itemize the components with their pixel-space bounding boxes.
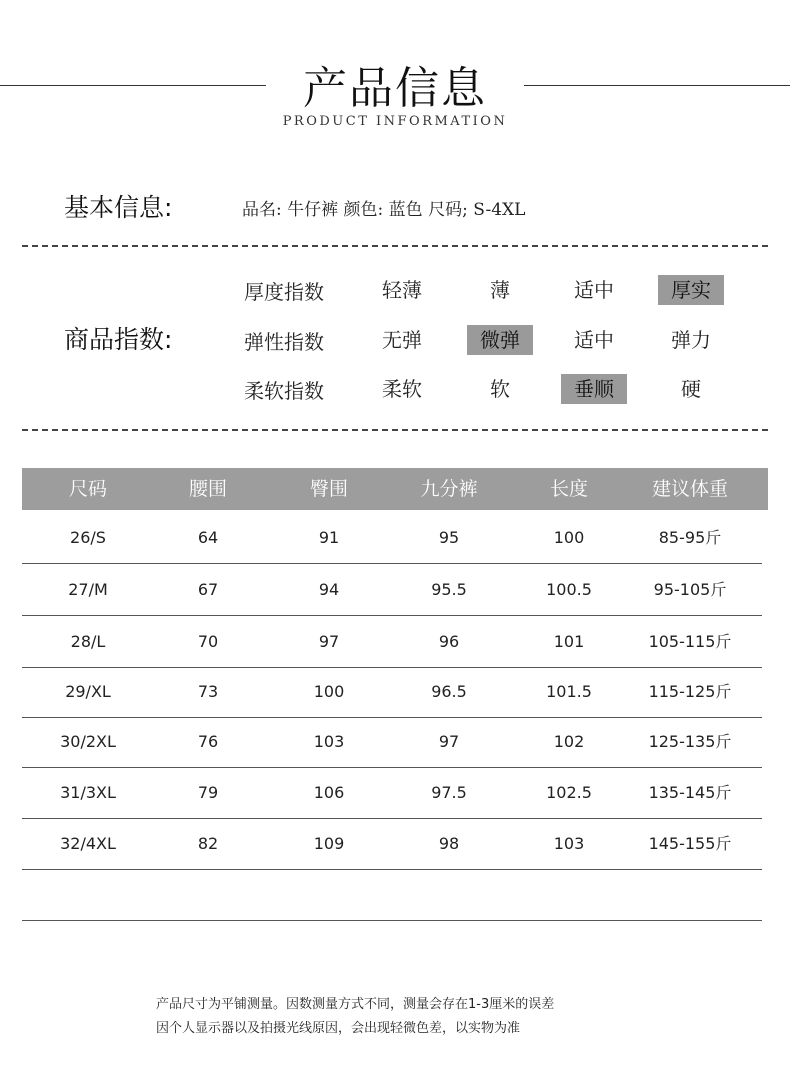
cell-weight: 95-105斤 [653, 580, 727, 599]
index-option: 轻薄 [382, 278, 422, 302]
dashed-divider-top [22, 245, 768, 247]
cell-weight: 125-135斤 [648, 732, 732, 751]
index-option: 弹力 [671, 328, 711, 352]
index-name: 厚度指数 [244, 280, 324, 304]
column-header-waist: 腰围 [188, 478, 227, 500]
index-option: 无弹 [382, 328, 422, 352]
cell-waist: 82 [197, 834, 219, 853]
cell-size: 30/2XL [60, 732, 116, 751]
cell-size: 32/4XL [60, 834, 116, 853]
cell-hip: 94 [318, 580, 340, 599]
index-option: 软 [490, 377, 510, 401]
cell-hip: 100 [313, 682, 345, 701]
cell-hip: 109 [313, 834, 345, 853]
cell-cropped-length: 95 [438, 528, 460, 547]
cell-length: 102 [553, 732, 585, 751]
index-option: 适中 [574, 328, 614, 352]
column-header-hip: 臀围 [309, 478, 348, 500]
table-row-empty [22, 869, 762, 921]
index-option-selected: 厚实 [658, 275, 724, 305]
cell-waist: 70 [197, 632, 219, 651]
footer-note-color: 因个人显示器以及拍摄光线原因，会出现轻微色差，以实物为准 [156, 1021, 521, 1036]
cell-size: 29/XL [65, 682, 111, 701]
table-row [22, 512, 762, 564]
cell-weight: 135-145斤 [648, 783, 732, 802]
index-option: 薄 [490, 278, 510, 302]
index-option-selected: 微弹 [467, 325, 533, 355]
table-row [22, 818, 762, 870]
table-row [22, 616, 762, 668]
cell-waist: 73 [197, 682, 219, 701]
cell-weight: 115-125斤 [648, 682, 732, 701]
cell-size: 26/S [70, 528, 106, 547]
table-row [22, 716, 762, 768]
cell-size: 28/L [70, 632, 106, 651]
page-title: 产品信息 [303, 63, 487, 114]
cell-waist: 76 [197, 732, 219, 751]
index-option: 柔软 [382, 377, 422, 401]
index-option: 硬 [681, 377, 701, 401]
product-index-label: 商品指数: [64, 325, 173, 354]
cell-size: 27/M [68, 580, 108, 599]
table-row [22, 666, 762, 718]
cell-cropped-length: 96 [438, 632, 460, 651]
cell-hip: 106 [313, 783, 345, 802]
cell-length: 101.5 [546, 682, 592, 701]
table-row [22, 564, 762, 616]
table-row [22, 767, 762, 819]
cell-length: 100 [553, 528, 585, 547]
cell-waist: 79 [197, 783, 219, 802]
index-name: 弹性指数 [244, 330, 324, 354]
column-header-size: 尺码 [68, 478, 107, 500]
cell-waist: 67 [197, 580, 219, 599]
dashed-divider-bottom [22, 429, 768, 431]
index-option: 适中 [574, 278, 614, 302]
cell-weight: 145-155斤 [648, 834, 732, 853]
cell-length: 100.5 [546, 580, 592, 599]
index-name: 柔软指数 [244, 379, 324, 403]
cell-hip: 97 [318, 632, 340, 651]
cell-size: 31/3XL [60, 783, 116, 802]
cell-length: 102.5 [546, 783, 592, 802]
cell-waist: 64 [197, 528, 219, 547]
cell-cropped-length: 95.5 [431, 580, 467, 599]
cell-cropped-length: 97 [438, 732, 460, 751]
basic-info-text: 品名: 牛仔裤 颜色: 蓝色 尺码; S-4XL [242, 200, 526, 220]
column-header-length: 长度 [549, 478, 588, 500]
cell-cropped-length: 98 [438, 834, 460, 853]
column-header-weight: 建议体重 [651, 478, 728, 500]
cell-length: 103 [553, 834, 585, 853]
index-option-selected: 垂顺 [561, 374, 627, 404]
cell-length: 101 [553, 632, 585, 651]
cell-weight: 85-95斤 [658, 528, 722, 547]
column-header-cropped-length: 九分裤 [420, 478, 478, 500]
cell-hip: 91 [318, 528, 340, 547]
cell-weight: 105-115斤 [648, 632, 732, 651]
footer-note-measurement: 产品尺寸为平铺测量。因数测量方式不同，测量会存在1-3厘米的误差 [156, 997, 555, 1012]
cell-cropped-length: 96.5 [431, 682, 467, 701]
cell-hip: 103 [313, 732, 345, 751]
page-subtitle: PRODUCT INFORMATION [282, 114, 508, 129]
size-table-header [22, 468, 768, 510]
cell-cropped-length: 97.5 [431, 783, 467, 802]
basic-info-label: 基本信息: [64, 193, 173, 222]
